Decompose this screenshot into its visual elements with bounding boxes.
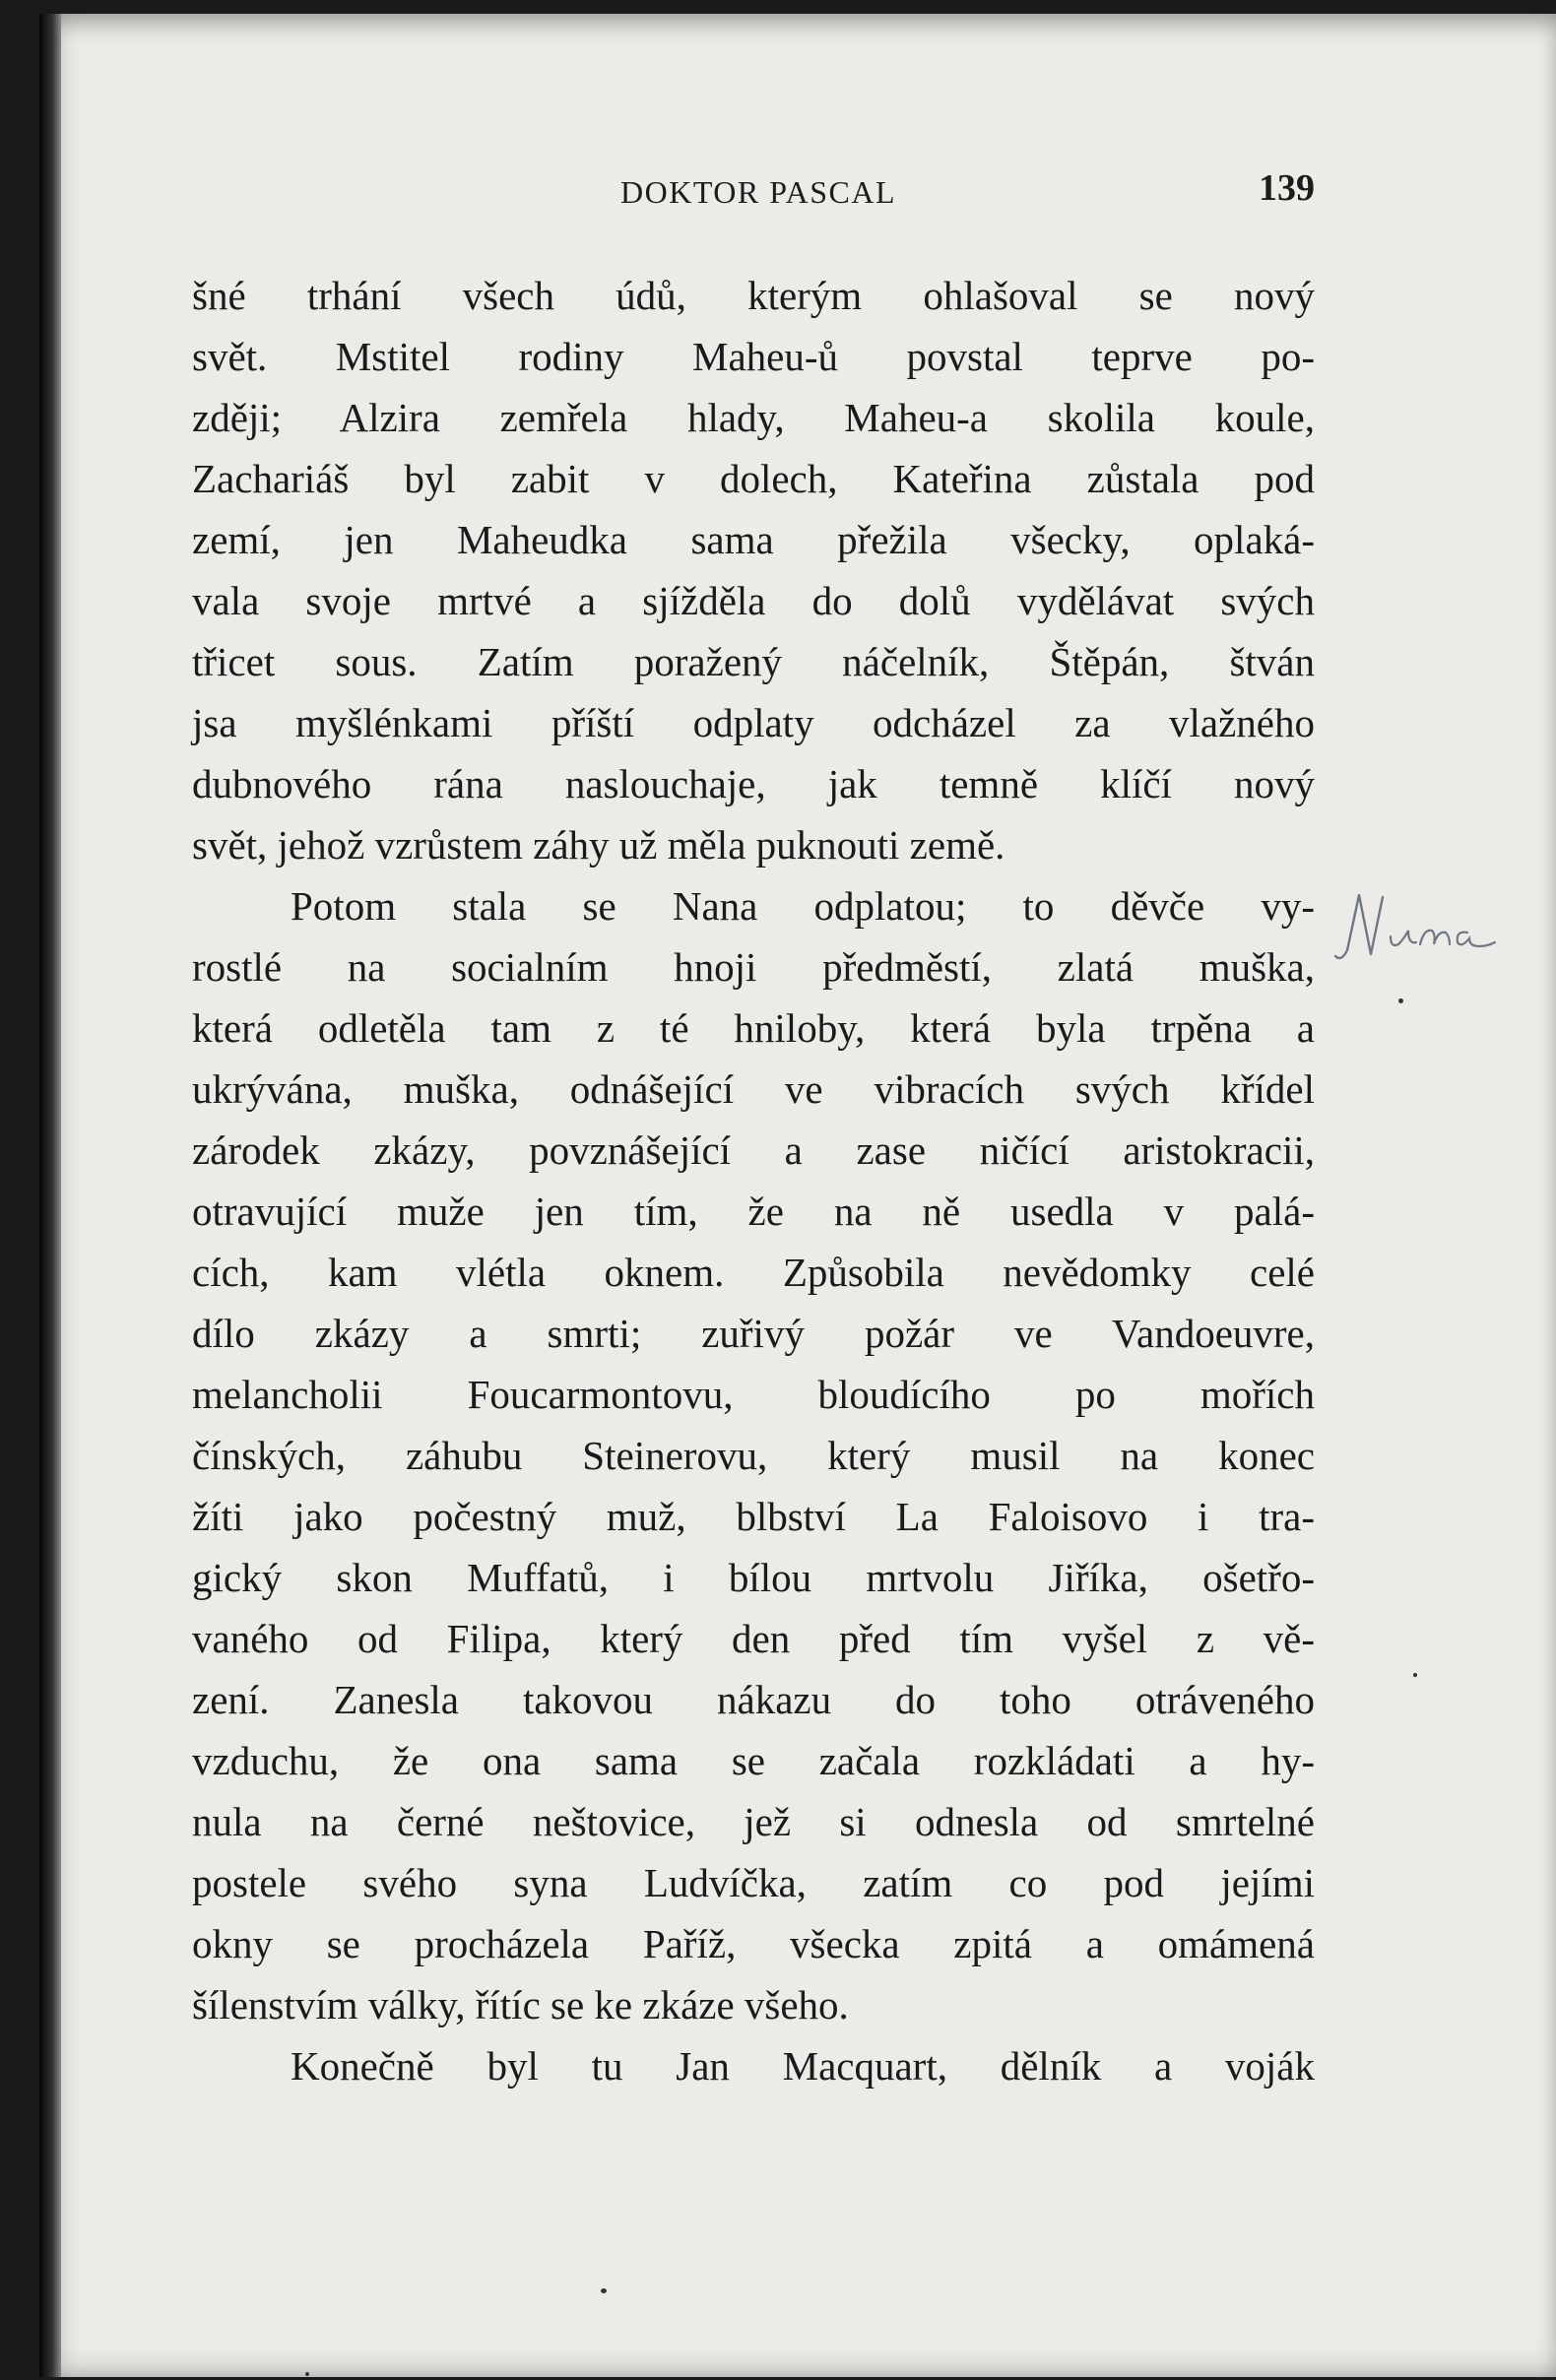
text-line: cích, kam vlétla oknem. Způsobila nevědomky celé [192,1250,1315,1295]
text-line: která odletěla tam z té hniloby, která byla trpěna a [192,1005,1315,1051]
text-line: dubnového rána naslouchaje, jak temně klíčí nový [192,761,1315,806]
text-line: svět. Mstitel rodiny Maheu-ů povstal teprve po- [192,334,1315,379]
book-page [39,14,1556,2377]
text-line: zení. Zanesla takovou nákazu do toho otráveného [192,1677,1315,1722]
text-line: Zachariáš byl zabit v dolech, Kateřina zůstala pod [192,456,1315,501]
running-head: DOKTOR PASCAL [620,174,897,210]
page-number: 139 [1259,167,1315,209]
text-line: okny se procházela Paříž, všecka zpitá a omámená [192,1921,1315,1966]
text-line: třicet sous. Zatím poražený náčelník, Štěpán, štván [192,639,1315,684]
text-line: melancholii Foucarmontovu, bloudícího po mořích [192,1372,1315,1417]
text-line: vala svoje mrtvé a sjížděla do dolů vydělávat svých [192,578,1315,623]
text-line: čínských, záhubu Steinerovu, který musil na konec [192,1433,1315,1478]
text-line: šné trhání všech údů, kterým ohlašoval se nový [192,273,1315,318]
text-line: vzduchu, že ona sama se začala rozkládati a hy- [192,1738,1315,1783]
text-line: nula na černé neštovice, jež si odnesla od smrtelné [192,1799,1315,1844]
text-line: zději; Alzira zemřela hlady, Maheu-a skolila koule, [192,395,1315,440]
text-line: ukrývána, muška, odnášející ve vibracích svých křídel [192,1066,1315,1112]
text-line: otravující muže jen tím, že na ně usedla v palá- [192,1189,1315,1234]
handwritten-margin-note [1329,885,1517,964]
text-line: šílenstvím války, řítíc se ke zkáze všeho. [192,1982,849,2027]
text-line: Potom stala se Nana odplatou; to děvče vy- [291,883,1315,929]
text-line: jsa myšlénkami příští odplaty odcházel za vlažného [192,700,1315,745]
paper-speck [1398,998,1403,1003]
book-spine-shadow [39,14,61,2377]
text-line: postele svého syna Ludvíčka, zatím co pod jejími [192,1860,1315,1905]
text-line: svět, jehož vzrůstem záhy už měla puknouti země. [192,822,1005,868]
paper-speck [305,2372,309,2376]
text-line: gický skon Muffatů, i bílou mrtvolu Jiříka, ošetřo- [192,1555,1315,1600]
text-line: žíti jako počestný muž, blbství La Faloisovo i tra- [192,1494,1315,1539]
page-header [187,166,1315,216]
text-line: dílo zkázy a smrti; zuřivý požár ve Vandoeuvre, [192,1311,1315,1356]
text-line: vaného od Filipa, který den před tím vyšel z vě- [192,1616,1315,1661]
text-line: rostlé na socialním hnoji předměstí, zlatá muška, [192,944,1315,990]
text-line: Konečně byl tu Jan Macquart, dělník a voják [291,2043,1315,2089]
paper-speck [601,2288,607,2293]
text-line: zemí, jen Maheudka sama přežila všecky, oplaká- [192,517,1315,562]
text-line: zárodek zkázy, povznášející a zase ničící aristokracii, [192,1127,1315,1173]
paper-speck [1413,1673,1417,1677]
body-text [192,265,1315,2096]
